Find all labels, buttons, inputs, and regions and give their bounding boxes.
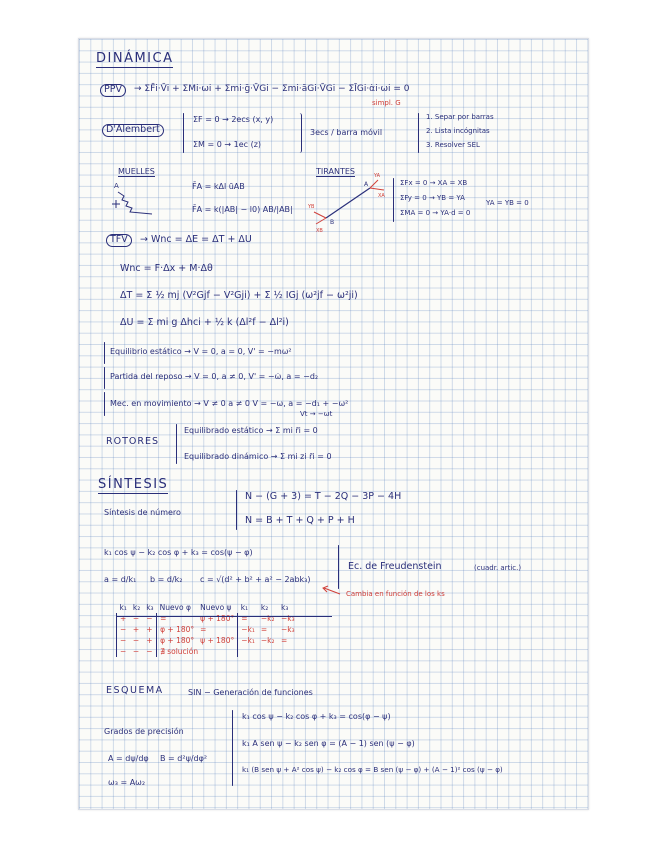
table-cell <box>238 646 258 657</box>
rotores-dinamico: Equilibrado dinámico → Σ mi zi r̄i = 0 <box>184 452 332 461</box>
tirantes-title: TIRANTES <box>316 167 355 176</box>
freudenstein-note: (cuadr. artic.) <box>474 564 522 572</box>
table-cell: −k₂ <box>260 636 275 645</box>
a-definition: A = dψ/dφ <box>108 754 149 763</box>
ppv-equation: → ΣF̄i·V̄i + ΣMi·ωi + Σmi·ḡ·V̄Gi − Σmi·āGi·V̄Gi − ΣĪGi·α̇i·ωi = 0 <box>134 84 410 94</box>
muelles-eq2: F̄A = k(|AB| − l0) AB/|AB| <box>192 205 293 214</box>
partida-reposo: Partida del reposo → V = 0, a ≠ 0, V' = −ω̇, a = −d₂ <box>110 372 319 381</box>
table-cell <box>258 646 278 657</box>
b-definition: B = d²ψ/dφ² <box>160 754 208 763</box>
esquema-title: ESQUEMA <box>106 685 164 696</box>
tirantes-eq-x: ΣFx = 0 → XA = XB <box>400 179 468 187</box>
table-cell: = <box>281 636 288 645</box>
table-cell: − <box>132 647 140 656</box>
dalembert-step-2: 2. Lista incógnitas <box>426 127 490 135</box>
table-cell: − <box>132 636 140 645</box>
table-cell: φ + 180° <box>157 635 198 646</box>
tirantes-brace <box>393 178 394 222</box>
tirante-label-xa: XA <box>378 193 385 199</box>
ppv-note: simpl. G <box>372 99 401 107</box>
esquema-eq1: k₁ cos ψ − k₂ cos φ + k₃ = cos(φ − ψ) <box>242 712 391 721</box>
table-cell: = <box>200 625 207 634</box>
table-row <box>117 646 298 657</box>
grados-precision: Grados de precisión <box>104 727 184 736</box>
table-cell: + <box>117 613 130 624</box>
ppv-label: PPV <box>100 84 126 97</box>
sintesis-numero: Síntesis de número <box>104 508 181 517</box>
header-new-k2: k₂ <box>260 603 269 612</box>
table-cell <box>278 646 298 657</box>
rotores-brace <box>176 424 177 464</box>
table-cell: + <box>132 625 140 634</box>
table-cell: − <box>117 624 130 635</box>
dalembert-step-3: 3. Resolver SEL <box>426 141 480 149</box>
header-k1: k₁ <box>119 603 127 612</box>
esquema-eq2: k₁ A sen ψ − k₂ sen φ = (A − 1) sen (ψ − φ) <box>242 739 415 748</box>
table-row <box>117 624 298 635</box>
freudenstein-eq: k₁ cos ψ − k₂ cos φ + k₃ = cos(ψ − φ) <box>104 548 253 557</box>
header-nuevo-psi: Nuevo ψ <box>200 603 232 612</box>
muelles-eq1: F̄A = kΔl ūAB <box>192 182 245 191</box>
spring-diagram <box>112 180 162 216</box>
esquema-subtitle: SIN − Generación de funciones <box>188 688 313 697</box>
sign-table-header <box>117 602 298 613</box>
sintesis-brace <box>236 490 237 530</box>
tfv-eq3: ΔT = Σ ½ mj (V²Gjf − V²Gji) + Σ ½ IGj (ω²jf − ω²ji) <box>120 290 358 301</box>
sintesis-eq2: N = B + T + Q + P + H <box>245 515 355 526</box>
table-cell: − <box>117 635 130 646</box>
freudenstein-label: Ec. de Freudenstein <box>348 561 442 572</box>
esquema-eq3: k₁ (B sen ψ + A² cos ψ) − k₂ cos φ = B sen (ψ − φ) + (A − 1)² cos (ψ − φ) <box>242 765 503 774</box>
mec-movimiento: Mec. en movimiento → V ≠ 0 a ≠ 0 V = −ω, a = −d₁ + −ω² <box>110 399 349 408</box>
table-cell: = <box>157 613 198 624</box>
tfv-eq4: ΔU = Σ mi g Δhci + ½ k (Δl²f − Δl²i) <box>120 317 289 328</box>
k-def-c: c = √(d² + b² + a² − 2abk₃) <box>200 575 311 584</box>
header-nuevo-phi: Nuevo φ <box>159 603 191 612</box>
table-cell: ψ + 180° <box>200 636 235 645</box>
table-cell: −k₃ <box>281 625 295 634</box>
table-cell: − <box>117 646 130 657</box>
equilibrio-brace-2 <box>104 367 105 389</box>
k-def-b: b = d/k₂ <box>150 575 183 584</box>
table-cell: −k₁ <box>238 635 258 646</box>
tirante-label-ya: YA <box>374 173 381 179</box>
table-cell: − <box>146 614 153 623</box>
tirante-label-b: B <box>330 219 335 226</box>
dalembert-force-eq: ΣF = 0 → 2ecs (x, y) <box>193 115 274 124</box>
sign-table <box>116 602 298 657</box>
equilibrio-estatico: Equilibrio estático → V = 0, a = 0, V' = −mω² <box>110 347 292 356</box>
tfv-eq2: Wnc = F·Δx + M·Δθ <box>120 263 213 274</box>
red-note-ks: Cambia en función de los ks <box>346 590 445 598</box>
tirantes-eq-m: ΣMA = 0 → YA·d = 0 <box>400 209 471 217</box>
table-cell: − <box>146 647 153 656</box>
dalembert-steps-brace <box>418 113 419 153</box>
tirante-diagram <box>308 173 386 234</box>
table-cell: + <box>146 625 153 634</box>
table-cell: − <box>132 614 140 623</box>
tirantes-eq-y: ΣFy = 0 → YB = YA <box>400 194 465 202</box>
k-def-a: a = d/k₁ <box>104 575 137 584</box>
tfv-label: TFV <box>106 234 132 247</box>
table-row <box>117 635 298 646</box>
table-header-rule <box>116 616 332 617</box>
vt-note: Vt → −ωt <box>300 410 333 418</box>
table-cell: −k₁ <box>238 624 258 635</box>
equilibrio-brace-3 <box>104 392 105 416</box>
table-cell: + <box>146 636 153 645</box>
dalembert-moment-eq: ΣM = 0 → 1ec (z) <box>193 140 262 149</box>
omega-relation: ω₃ = Aω₂ <box>108 778 146 787</box>
tirante-label-yb: YB <box>308 204 315 210</box>
rotores-estatico: Equilibrado estático → Σ mi r̄i = 0 <box>184 426 318 435</box>
esquema-brace <box>232 710 233 786</box>
table-cell: = <box>260 625 268 634</box>
table-cell: ∄ solución <box>157 646 238 657</box>
table-row <box>117 613 298 624</box>
table-cell: −k₂ <box>260 614 275 623</box>
tfv-eq1: → Wnc = ΔE = ΔT + ΔU <box>140 234 252 245</box>
header-new-k3: k₃ <box>281 603 289 612</box>
section-title-dinamica: DINÁMICA <box>96 51 174 66</box>
equilibrio-brace-1 <box>104 342 105 364</box>
table-cell: = <box>238 613 258 624</box>
header-new-k1: k₁ <box>240 603 249 612</box>
tirante-label-xb: XB <box>316 228 323 234</box>
tirante-label-a: A <box>364 181 369 188</box>
red-arrow <box>320 586 342 598</box>
dalembert-brace-right <box>297 113 302 153</box>
dalembert-brace <box>183 113 184 153</box>
header-k2: k₂ <box>132 603 141 612</box>
dalembert-ecs-note: 3ecs / barra móvil <box>310 128 383 137</box>
dalembert-label: D'Alembert <box>102 124 164 137</box>
rotores-label: ROTORES <box>106 436 159 447</box>
tirantes-result: YA = YB = 0 <box>486 199 529 207</box>
section-title-sintesis: SÍNTESIS <box>98 477 169 492</box>
muelles-title: MUELLES <box>118 167 155 176</box>
svg-text:A: A <box>114 182 119 190</box>
table-cell: ψ + 180° <box>200 614 235 623</box>
table-cell: −k₃ <box>281 614 295 623</box>
table-cell: φ + 180° <box>157 624 198 635</box>
header-k3: k₃ <box>146 603 154 612</box>
dalembert-step-1: 1. Separ por barras <box>426 113 494 121</box>
freudenstein-brace <box>338 545 339 589</box>
sintesis-eq1: N − (G + 3) = T − 2Q − 3P − 4H <box>245 491 402 502</box>
